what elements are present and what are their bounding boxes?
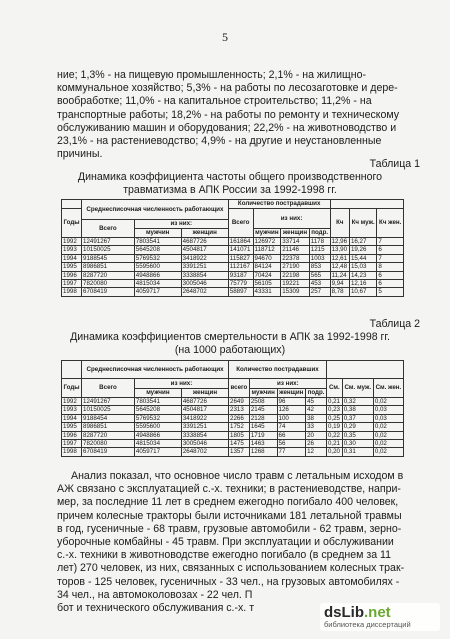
table-cell: 15,44 bbox=[349, 254, 376, 262]
table1-header-men-workers: мужчин bbox=[134, 229, 181, 238]
table-cell: 8,78 bbox=[330, 288, 349, 296]
table2-header-workers: Среднесписочная численность работающих bbox=[82, 361, 229, 379]
table-cell: 58897 bbox=[228, 288, 253, 296]
table-cell: 7 bbox=[377, 238, 404, 246]
table2 bbox=[61, 360, 404, 457]
table-row bbox=[62, 398, 404, 406]
table-cell: 21146 bbox=[281, 246, 310, 254]
table-cell: 4948866 bbox=[134, 431, 181, 439]
table-cell: 66 bbox=[277, 431, 306, 439]
table-cell: 96 bbox=[277, 398, 306, 406]
table-cell: 9188454 bbox=[82, 414, 135, 422]
table-cell: 84124 bbox=[253, 263, 281, 271]
table2-header-men-injured: мужчин bbox=[249, 389, 277, 398]
table2-header-sm: См. bbox=[326, 379, 342, 398]
table1-header-injured: Количество пострадавших bbox=[228, 200, 330, 209]
table1-title bbox=[40, 171, 420, 196]
table2-header-total-injured: всего bbox=[229, 379, 250, 398]
table1-title-line: травматизма в АПК России за 1992-1998 гг. bbox=[123, 183, 337, 196]
table-cell: 1719 bbox=[249, 431, 277, 439]
table-cell: 0,23 bbox=[326, 406, 342, 414]
text-line: 23,1% - на растениеводство; 4,9% - на другие и неустановленные bbox=[57, 135, 382, 148]
table-cell: 70424 bbox=[253, 271, 281, 279]
table-cell: 100 bbox=[277, 414, 306, 422]
table-row bbox=[62, 448, 404, 456]
table-cell: 0,03 bbox=[373, 406, 403, 414]
table-row bbox=[62, 246, 404, 254]
watermark-subtitle: библиотека диссертаций bbox=[324, 620, 411, 629]
table-cell: 4504817 bbox=[181, 246, 228, 254]
table-cell: 12,96 bbox=[330, 238, 349, 246]
paragraph-intro bbox=[57, 69, 417, 161]
table-cell: 27190 bbox=[281, 263, 310, 271]
table-cell: 12491267 bbox=[82, 398, 135, 406]
table-cell: 12 bbox=[306, 448, 327, 456]
table-cell: 115827 bbox=[228, 254, 253, 262]
table1-header-of-them-workers: из них: bbox=[134, 220, 228, 229]
table-cell: 2508 bbox=[249, 398, 277, 406]
table-cell: 1994 bbox=[62, 254, 82, 262]
table-row bbox=[62, 406, 404, 414]
table-cell: 7820080 bbox=[82, 280, 135, 288]
table-cell: 1645 bbox=[249, 423, 277, 431]
table-cell: 5595600 bbox=[134, 423, 181, 431]
table-cell: 6708419 bbox=[82, 288, 135, 296]
table-cell: 12,61 bbox=[330, 254, 349, 262]
text-line: уборочные комбайны - 45 травм. При эксплуатации и обслуживании bbox=[57, 536, 394, 549]
table2-header-injured: Количество пострадавших bbox=[229, 361, 327, 379]
table-cell: 8287720 bbox=[82, 271, 135, 279]
table-cell: 1996 bbox=[62, 271, 82, 279]
table-cell: 10,67 bbox=[349, 288, 376, 296]
table-cell: 1994 bbox=[62, 414, 82, 422]
table-cell: 19,26 bbox=[349, 246, 376, 254]
table-cell: 141071 bbox=[228, 246, 253, 254]
table-cell: 3418922 bbox=[181, 254, 228, 262]
table-cell: 1997 bbox=[62, 280, 82, 288]
table-cell: 9,94 bbox=[330, 280, 349, 288]
table1-header-blank2 bbox=[330, 200, 403, 209]
table-cell: 2313 bbox=[229, 406, 250, 414]
table-cell: 0,02 bbox=[373, 398, 403, 406]
table-cell: 94670 bbox=[253, 254, 281, 262]
table-cell: 1996 bbox=[62, 431, 82, 439]
table-cell: 0,03 bbox=[373, 414, 403, 422]
table-cell: 126 bbox=[277, 406, 306, 414]
table-cell: 4059717 bbox=[134, 448, 181, 456]
text-line: с.-х. техники в животноводстве ежегодно погибало (в среднем за 11 bbox=[57, 549, 392, 562]
table-cell: 22198 bbox=[281, 271, 310, 279]
table-cell: 12,48 bbox=[330, 263, 349, 271]
table-cell: 0,02 bbox=[373, 423, 403, 431]
table2-header-women-injured: женщин bbox=[277, 389, 306, 398]
table-cell: 10150025 bbox=[82, 246, 135, 254]
table-row bbox=[62, 431, 404, 439]
table-cell: 4948866 bbox=[134, 271, 181, 279]
table2-header-women-workers: женщин bbox=[181, 389, 228, 398]
table-cell: 7820080 bbox=[82, 440, 135, 448]
table-row bbox=[62, 263, 404, 271]
table-cell: 19221 bbox=[281, 280, 310, 288]
table-cell: 4687726 bbox=[181, 398, 228, 406]
text-line: АЖ связано с эксплуатацией с.-х. техники; в растениеводстве, напри- bbox=[57, 483, 401, 496]
table-cell: 0,19 bbox=[326, 423, 342, 431]
table-cell: 43331 bbox=[253, 288, 281, 296]
table-cell: 1995 bbox=[62, 423, 82, 431]
table-cell: 4815034 bbox=[134, 440, 181, 448]
table-cell: 20 bbox=[306, 431, 327, 439]
table2-header-year: Годы bbox=[62, 379, 82, 398]
table-cell: 45 bbox=[306, 398, 327, 406]
watermark-logo-main: dsLib bbox=[324, 604, 364, 621]
text-line: причем колесные тракторы были источниками 181 летальной травмы bbox=[57, 509, 402, 522]
table-cell: 0,25 bbox=[326, 414, 342, 422]
table-cell: 0,38 bbox=[342, 406, 373, 414]
table-cell: 257 bbox=[309, 288, 330, 296]
table-cell: 6 bbox=[377, 280, 404, 288]
table-cell: 7803541 bbox=[134, 238, 181, 246]
table-cell: 565 bbox=[309, 271, 330, 279]
table-cell: 5645208 bbox=[134, 246, 181, 254]
table-cell: 0,21 bbox=[326, 398, 342, 406]
table-cell: 4504817 bbox=[181, 406, 228, 414]
table-cell: 5769532 bbox=[134, 414, 181, 422]
table-cell: 4687726 bbox=[181, 238, 228, 246]
table-cell: 0,35 bbox=[342, 431, 373, 439]
table-cell: 10150025 bbox=[82, 406, 135, 414]
table-cell: 12,16 bbox=[349, 280, 376, 288]
table-cell: 1993 bbox=[62, 246, 82, 254]
table-cell: 1268 bbox=[249, 448, 277, 456]
table-cell: 14,23 bbox=[349, 271, 376, 279]
text-line: лет) 270 человек, из них, связанных с использованием колесных трак- bbox=[57, 562, 405, 575]
table-cell: 93187 bbox=[228, 271, 253, 279]
table-cell: 1003 bbox=[309, 254, 330, 262]
table-cell: 0,29 bbox=[342, 423, 373, 431]
table-cell: 0,32 bbox=[342, 398, 373, 406]
table2-header-men-workers: мужчин bbox=[134, 389, 181, 398]
table-cell: 2266 bbox=[229, 414, 250, 422]
table-cell: 56 bbox=[277, 440, 306, 448]
table-cell: 3005046 bbox=[181, 440, 228, 448]
text-line: в год, гусеничные - 68 травм, грузовые автомобили - 62 травм, зерно- bbox=[57, 522, 402, 535]
table-cell: 11,24 bbox=[330, 271, 349, 279]
table-cell: 13,90 bbox=[330, 246, 349, 254]
table-cell: 6708419 bbox=[82, 448, 135, 456]
table-cell: 2648702 bbox=[181, 448, 228, 456]
table-cell: 2128 bbox=[249, 414, 277, 422]
table-cell: 1995 bbox=[62, 263, 82, 271]
table-cell: 42 bbox=[306, 406, 327, 414]
text-line: транспортные работы; 18,2% - на работы по ремонту и техническому bbox=[57, 108, 400, 121]
text-line: причины. bbox=[57, 148, 103, 161]
text-line: Анализ показал, что основное число травм с летальным исходом в bbox=[71, 470, 404, 482]
table-cell: 26 bbox=[306, 440, 327, 448]
table-cell: 3005046 bbox=[181, 280, 228, 288]
table-row bbox=[62, 440, 404, 448]
table1-header-teen-injured: подр. bbox=[311, 229, 329, 237]
table-cell: 1357 bbox=[229, 448, 250, 456]
table-cell: 1997 bbox=[62, 440, 82, 448]
table-cell: 6 bbox=[377, 246, 404, 254]
table-cell: 6 bbox=[377, 271, 404, 279]
table-cell: 3338854 bbox=[181, 431, 228, 439]
table1-header-blank bbox=[62, 200, 82, 209]
table-cell: 2145 bbox=[249, 406, 277, 414]
table1-header-total-workers: Всего bbox=[82, 220, 135, 238]
table-cell: 2648702 bbox=[181, 288, 228, 296]
table2-label: Таблица 2 bbox=[369, 318, 420, 330]
table-cell: 12491267 bbox=[82, 238, 135, 246]
table-cell: 5769532 bbox=[134, 254, 181, 262]
table2-title-line: Динамика коэффициентов смертельности в АПК за 1992-1998 гг. bbox=[70, 331, 390, 343]
table2-header-blank2 bbox=[326, 361, 403, 379]
table-cell: 16,27 bbox=[349, 238, 376, 246]
table1-header-women-workers: женщин bbox=[181, 229, 228, 238]
table-cell: 161864 bbox=[228, 238, 253, 246]
table-cell: 0,20 bbox=[326, 448, 342, 456]
table-cell: 3338854 bbox=[181, 271, 228, 279]
table2-header-blank bbox=[62, 361, 82, 379]
table1-header-workers: Среднесписочная численность работающих bbox=[82, 200, 229, 220]
table-cell: 74 bbox=[277, 423, 306, 431]
text-line: мер, за последние 11 лет в среднем ежегодно погибало 400 человек, bbox=[57, 496, 399, 509]
table-cell: 853 bbox=[309, 263, 330, 271]
table2-title bbox=[40, 331, 420, 356]
table1-title-line: Динамика коэффициента частоты общего производственного bbox=[77, 171, 383, 183]
table1-header-men-injured: мужчин bbox=[253, 229, 281, 238]
table-cell: 38 bbox=[306, 414, 327, 422]
table-row bbox=[62, 271, 404, 279]
table-cell: 8287720 bbox=[82, 431, 135, 439]
watermark-logo-suffix: .net bbox=[364, 604, 391, 621]
table-cell: 8986851 bbox=[82, 423, 135, 431]
watermark-logo[interactable] bbox=[320, 603, 440, 631]
table1-header-year: Годы bbox=[62, 209, 82, 238]
table-cell: 0,30 bbox=[342, 440, 373, 448]
table-cell: 1215 bbox=[309, 246, 330, 254]
text-line: бот и технического обслуживания с.-х. т bbox=[57, 602, 255, 615]
table-cell: 33 bbox=[306, 423, 327, 431]
page-number: 5 bbox=[222, 30, 228, 44]
table1-header-women-injured: женщин bbox=[281, 229, 310, 238]
table-cell: 3418922 bbox=[181, 414, 228, 422]
table-cell: 22378 bbox=[281, 254, 310, 262]
text-line: 34 чел., на автомоколовозах - 22 чел. П bbox=[57, 588, 253, 601]
table-cell: 0,37 bbox=[342, 414, 373, 422]
table-cell: 1178 bbox=[309, 238, 330, 246]
table-cell: 0,22 bbox=[326, 431, 342, 439]
table-cell: 3391251 bbox=[181, 263, 228, 271]
table-cell: 0,02 bbox=[373, 448, 403, 456]
table-cell: 0,21 bbox=[326, 440, 342, 448]
table2-header-teen-injured: подр. bbox=[307, 389, 325, 397]
table1-header-of-them-injured: из них: bbox=[253, 209, 330, 229]
table-row bbox=[62, 238, 404, 246]
table-row bbox=[62, 254, 404, 262]
table-cell: 9188545 bbox=[82, 254, 135, 262]
table-cell: 0,02 bbox=[373, 431, 403, 439]
table-cell: 0,31 bbox=[342, 448, 373, 456]
table-cell: 5645208 bbox=[134, 406, 181, 414]
table-row bbox=[62, 280, 404, 288]
table-cell: 126972 bbox=[253, 238, 281, 246]
text-line: коммунальное хозяйство; 5,3% - на работы по лесозаготовке и дере- bbox=[57, 82, 398, 95]
text-line: торов - 125 человек, гусеничных - 33 чел., на грузовых автомобилях - bbox=[57, 575, 400, 588]
table-cell: 112167 bbox=[228, 263, 253, 271]
table-cell: 1992 bbox=[62, 398, 82, 406]
text-line: ние; 1,3% - на пищевую промышленность; 2,1% - на жилищно- bbox=[57, 69, 366, 81]
table-cell: 56105 bbox=[253, 280, 281, 288]
table2-header-total-workers: Всего bbox=[82, 379, 135, 398]
table-cell: 15309 bbox=[281, 288, 310, 296]
table-cell: 1752 bbox=[229, 423, 250, 431]
table-cell: 7803541 bbox=[134, 398, 181, 406]
table-row bbox=[62, 414, 404, 422]
table-row bbox=[62, 288, 404, 296]
table-cell: 1998 bbox=[62, 448, 82, 456]
table-row bbox=[62, 423, 404, 431]
table-cell: 7 bbox=[377, 254, 404, 262]
table-cell: 75779 bbox=[228, 280, 253, 288]
table1-header-total-injured: Всего bbox=[228, 209, 253, 238]
table-cell: 77 bbox=[277, 448, 306, 456]
table-cell: 0,02 bbox=[373, 440, 403, 448]
table-cell: 453 bbox=[309, 280, 330, 288]
table1-header-kch: Кч bbox=[330, 209, 349, 238]
table2-header-sm-men: См. муж. bbox=[342, 379, 373, 398]
table-cell: 8986851 bbox=[82, 263, 135, 271]
table1 bbox=[61, 199, 404, 297]
table-cell: 8 bbox=[377, 263, 404, 271]
table-cell: 118712 bbox=[253, 246, 281, 254]
table2-title-line: (на 1000 работающих) bbox=[174, 343, 286, 356]
text-line: вообработке; 11,0% - на капитальное строительство; 11,2% - на bbox=[57, 95, 372, 108]
table2-header-sm-women: См. жен. bbox=[373, 379, 403, 398]
table-cell: 3391251 bbox=[181, 423, 228, 431]
table-cell: 1998 bbox=[62, 288, 82, 296]
table1-header-kch-women: Кч жен. bbox=[377, 209, 404, 238]
table2-header-of-them-injured: из них: bbox=[249, 379, 326, 389]
table-cell: 2649 bbox=[229, 398, 250, 406]
table-cell: 5 bbox=[377, 288, 404, 296]
table1-header-kch-men: Кч муж. bbox=[349, 209, 376, 238]
table-cell: 5595600 bbox=[134, 263, 181, 271]
table2-header-of-them-workers: из них: bbox=[134, 379, 228, 389]
table-cell: 1463 bbox=[249, 440, 277, 448]
paragraph-analysis bbox=[57, 470, 417, 615]
table-cell: 4059717 bbox=[134, 288, 181, 296]
table-cell: 4815034 bbox=[134, 280, 181, 288]
text-line: обслуживанию машин и оборудования; 22,2% - на животноводство и bbox=[57, 121, 397, 134]
watermark-logo-text bbox=[324, 604, 391, 621]
table-cell: 1992 bbox=[62, 238, 82, 246]
table-cell: 15,03 bbox=[349, 263, 376, 271]
table-cell: 1475 bbox=[229, 440, 250, 448]
table-cell: 1993 bbox=[62, 406, 82, 414]
table-cell: 33714 bbox=[281, 238, 310, 246]
table1-label: Таблица 1 bbox=[369, 158, 420, 170]
table-cell: 1805 bbox=[229, 431, 250, 439]
